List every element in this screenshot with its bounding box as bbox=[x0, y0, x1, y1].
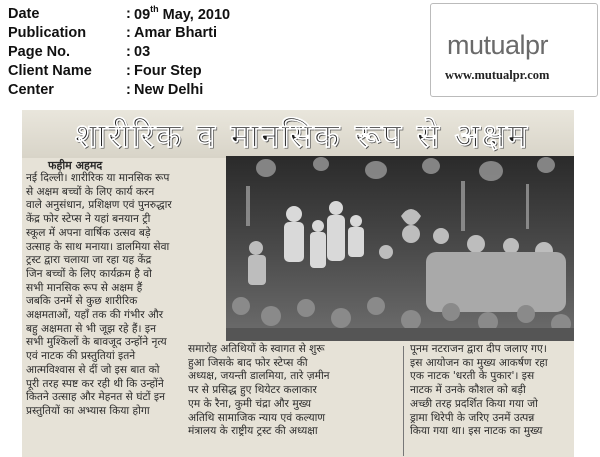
column-divider bbox=[403, 346, 404, 456]
date-suffix: th bbox=[150, 3, 159, 14]
meta-colon: : bbox=[126, 24, 131, 41]
meta-value: Amar Bharti bbox=[134, 24, 217, 41]
meta-colon: : bbox=[126, 62, 131, 79]
text-line: आत्मविश्वास से दीं जो इस बात को bbox=[26, 363, 160, 376]
meta-key: Publication bbox=[8, 24, 87, 41]
meta-value: New Delhi bbox=[134, 81, 204, 98]
date-month-year: May, 2010 bbox=[158, 6, 231, 23]
meta-key: Center bbox=[8, 81, 54, 98]
meta-row-page bbox=[8, 42, 230, 61]
logo-url: www.mutualpr.com bbox=[445, 68, 550, 82]
text-line: प्रस्तुतियों का अभ्यास किया होगा bbox=[26, 404, 150, 417]
text-line: वाले अनुसंधान, प्रशिक्षण एवं पुनरुद्धार bbox=[26, 199, 172, 212]
meta-row-center bbox=[8, 80, 230, 99]
meta-row-publication bbox=[8, 23, 230, 42]
meta-colon: : bbox=[126, 81, 131, 98]
meta-key: Page No. bbox=[8, 43, 71, 60]
headline: शारीरिक व मानसिक रूप से अक्षम bbox=[74, 116, 530, 155]
text-line: अक्षमताओं, यहाँ तक की गंभीर और bbox=[26, 309, 164, 322]
text-line: ट्रस्ट द्वारा चलाया जा रहा यह केंद्र bbox=[26, 254, 152, 267]
text-line: उत्साह के साथ मनाया। डालमिया सेवा bbox=[26, 240, 170, 253]
text-line: नाटक में उनके कौशल को बड़ी bbox=[410, 384, 526, 397]
text-line: से अक्षम बच्चों के लिए कार्य करन bbox=[26, 185, 155, 198]
mutualpr-logo bbox=[430, 3, 598, 97]
meta-row-client bbox=[8, 61, 230, 80]
text-line: नई दिल्ली। शारीरिक या मानसिक रूप bbox=[26, 172, 170, 184]
meta-value: Four Step bbox=[134, 62, 202, 79]
text-line: अच्छी तरह प्रदर्शित किया गया जो bbox=[410, 397, 538, 410]
text-line: किया गया था। इस नाटक का मुख्य bbox=[410, 425, 543, 438]
meta-colon: : bbox=[126, 5, 131, 22]
clipping-metadata bbox=[8, 4, 230, 99]
text-line: कितने उत्साह और मेहनत से घंटों इन bbox=[26, 391, 166, 404]
text-line: हुआ जिसके बाद फोर स्टेप्स की bbox=[188, 356, 308, 369]
article-right-column bbox=[410, 343, 574, 439]
meta-colon: : bbox=[126, 43, 131, 60]
text-line: पर से प्रसिद्ध हुए थियेटर कलाकार bbox=[188, 384, 317, 397]
text-line: एम के रैना, कुमी चंद्रा और मुख्य bbox=[188, 397, 312, 410]
text-line: बहु अक्षमता से भी जूझ रहे हैं। इन bbox=[26, 322, 156, 335]
meta-value: 03 bbox=[134, 43, 151, 60]
meta-key: Date bbox=[8, 5, 40, 22]
text-line: जिन बच्चों के लिए कार्यक्रम है वो bbox=[26, 267, 152, 280]
logo-wordmark: mutualpr bbox=[447, 30, 549, 60]
text-line: इस आयोजन का मुख्य आकर्षण रहा bbox=[410, 356, 548, 369]
text-line: सभी मानसिक रूप से अक्षम हैं bbox=[26, 281, 143, 294]
text-line: एक नाटक 'धरती के पुकार'। इस bbox=[410, 370, 535, 383]
article-middle-column bbox=[188, 343, 400, 439]
photo-illustration bbox=[226, 156, 574, 341]
headline-banner bbox=[22, 110, 574, 158]
meta-key: Client Name bbox=[8, 62, 92, 79]
meta-value bbox=[134, 5, 230, 23]
date-day: 09 bbox=[134, 6, 151, 23]
meta-row-date bbox=[8, 4, 230, 23]
text-line: अध्यक्ष, जयन्ती डालमिया, तारे ज़मीन bbox=[188, 370, 330, 383]
newspaper-clipping bbox=[22, 110, 574, 457]
text-line: केंद्र फोर स्टेप्स ने यहां बनयान ट्री bbox=[26, 213, 151, 226]
stage-performance-photo bbox=[226, 156, 574, 341]
text-line: पूनम नटराजन द्वारा दीप जलाए गए। bbox=[410, 343, 547, 355]
text-line: जबकि उनमें से कुछ शारीरिक bbox=[26, 295, 138, 308]
text-line: एवं नाटक की प्रस्तुतियां इतने bbox=[26, 350, 136, 363]
text-line: सभी मुश्किलों के बावजूद उन्होंने नृत्य bbox=[26, 336, 167, 349]
text-line: ड्रामा थिरेपी के जरिए उनमें उत्पन्न bbox=[410, 411, 535, 424]
text-line: अतिथि सामाजिक न्याय एवं कल्याण bbox=[188, 411, 326, 424]
text-line: मंत्रालय के राष्ट्रीय ट्रस्ट की अध्यक्षा bbox=[188, 425, 318, 438]
text-line: समारोह अतिथियों के स्वागत से शुरू bbox=[188, 343, 325, 355]
byline: फहीम अहमद bbox=[48, 159, 103, 172]
text-line: स्कूल में अपना वार्षिक उत्सव बड़े bbox=[26, 226, 151, 239]
text-line: पूरी तरह स्पष्ट कर रही थी कि उन्होंने bbox=[26, 377, 164, 390]
